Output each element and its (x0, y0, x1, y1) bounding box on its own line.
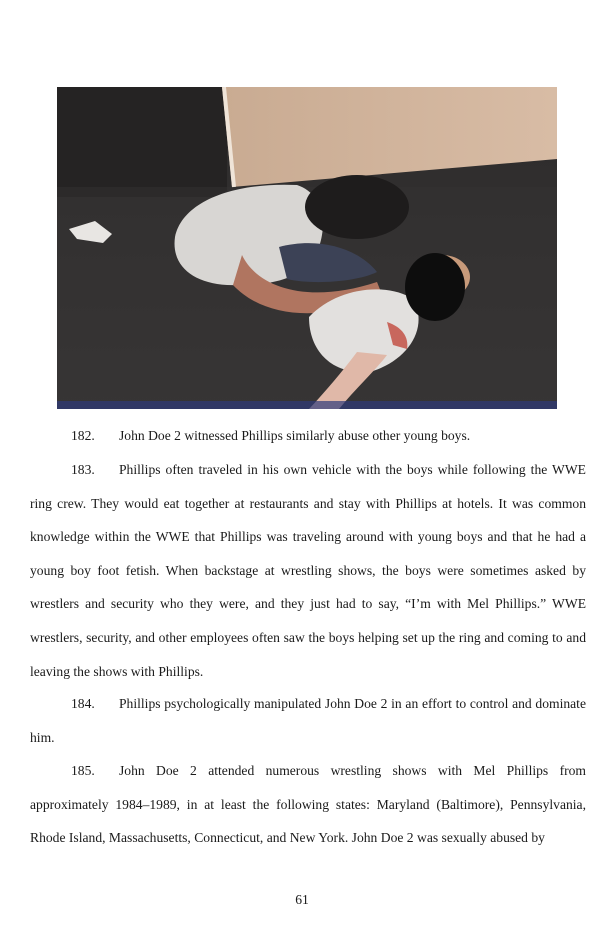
paragraph-number: 182. (71, 428, 95, 443)
photograph (57, 87, 557, 409)
paragraph-number: 183. (71, 462, 95, 477)
paragraph-184 (30, 687, 586, 754)
paragraph-text: Phillips often traveled in his own vehicle with the boys while following the WWE ring crew. They would eat together at restaurants and stay with Phillips at hotels. It was common knowledge within the WWE that Phillips was traveling around with young boys and that he had a young boy foot fetish. When backstage at wrestling shows, the boys were sometimes asked by wrestlers and security who they were, and they just had to say, “I’m with Mel Phillips.” WWE wrestlers, security, and other employees often saw the boys helping set up the ring and coming to and leaving the shows with Phillips. (30, 462, 586, 679)
paragraph-185 (30, 754, 586, 855)
paragraph-182 (30, 419, 604, 453)
paragraph-text: John Doe 2 attended numerous wrestling shows with Mel Phillips from approximately 1984–1989, in at least the following states: Maryland (Baltimore), Pennsylvania, Rhode Island, Massachusetts, Connecticut, and New York. John Doe 2 was sexually abused by (30, 763, 586, 846)
photograph-image (57, 87, 557, 409)
paragraph-text: Phillips psychologically manipulated John Doe 2 in an effort to control and dominate him. (30, 696, 586, 745)
paragraph-number: 185. (71, 763, 95, 778)
paragraph-text: John Doe 2 witnessed Phillips similarly abuse other young boys. (119, 428, 471, 443)
paragraph-183 (30, 453, 586, 688)
page-number: 61 (295, 892, 309, 907)
paragraph-number: 184. (71, 696, 95, 711)
